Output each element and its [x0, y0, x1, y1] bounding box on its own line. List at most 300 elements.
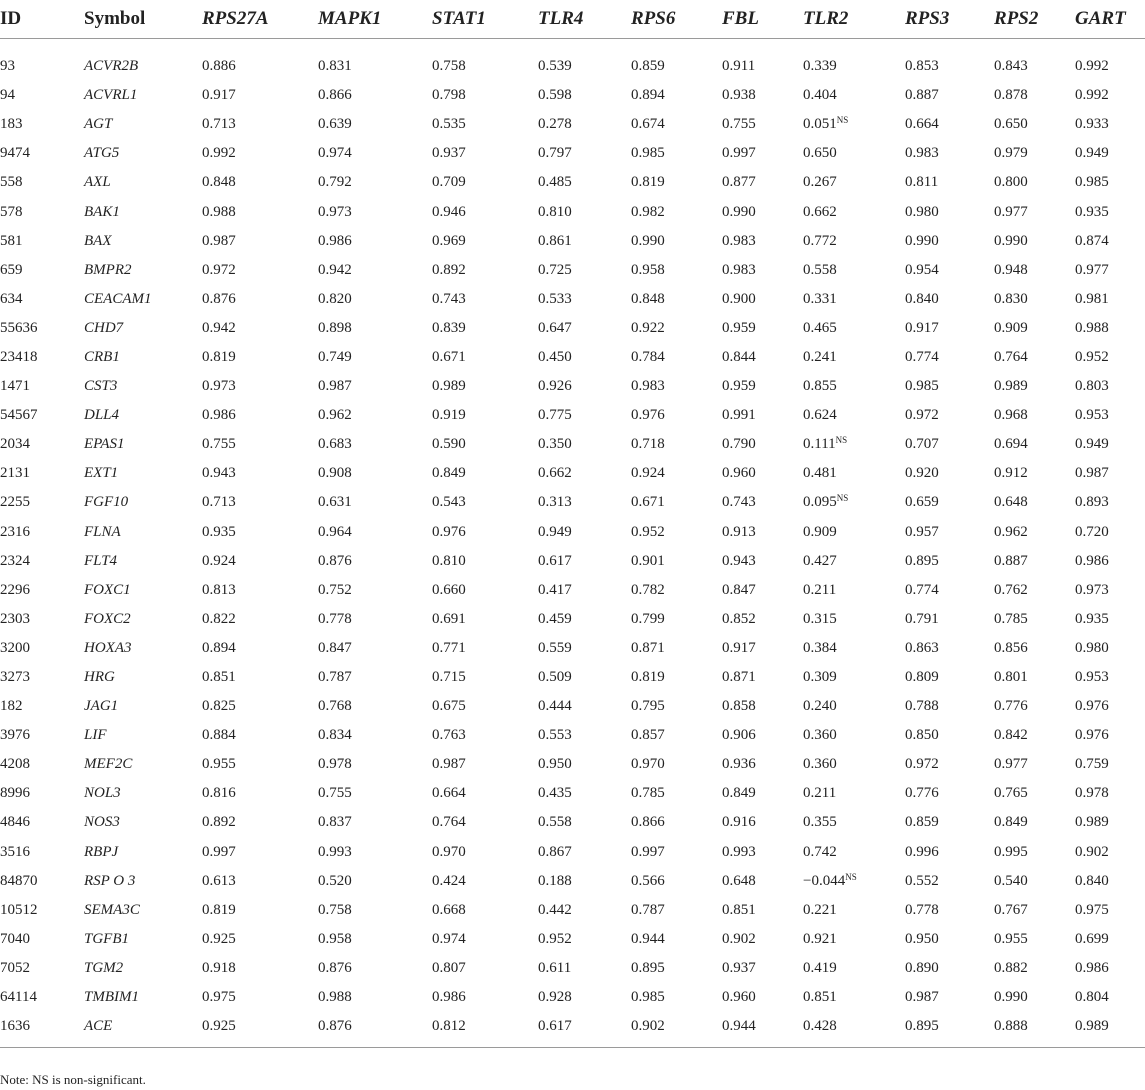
cell-value: 0.894: [202, 639, 236, 656]
correlation-cell: [631, 110, 722, 139]
cell-value: 0.859: [631, 58, 665, 75]
cell-value: 0.937: [722, 959, 756, 976]
correlation-cell: [994, 285, 1075, 314]
correlation-cell: [994, 838, 1075, 867]
cell-value: 0.822: [202, 610, 236, 627]
table-row: [0, 459, 1145, 488]
cell-value: BAK1: [84, 203, 120, 220]
correlation-cell: [318, 81, 432, 110]
cell-value: 0.871: [722, 669, 756, 686]
table-row: [0, 285, 1145, 314]
correlation-cell: [318, 39, 432, 82]
correlation-cell: [803, 896, 905, 925]
correlation-cell: [432, 692, 538, 721]
cell-value: 2255: [0, 494, 30, 511]
correlation-cell: [803, 867, 905, 896]
correlation-cell: [631, 227, 722, 256]
correlation-cell: [1075, 518, 1145, 547]
correlation-cell: [318, 547, 432, 576]
correlation-cell: [631, 983, 722, 1012]
cell-value: 0.810: [538, 203, 572, 220]
cell-value: 7052: [0, 959, 30, 976]
cell-value: 0.442: [538, 901, 572, 918]
cell-value: NOL3: [84, 785, 121, 802]
cell-value: 0.837: [318, 814, 352, 831]
cell-value: 0.917: [202, 87, 236, 104]
cell-value: 0.639: [318, 116, 352, 133]
correlation-cell: [803, 459, 905, 488]
cell-value: 0.427: [803, 552, 837, 569]
cell-value: 2316: [0, 523, 30, 540]
cell-value: 0.819: [631, 174, 665, 191]
correlation-cell: [994, 256, 1075, 285]
correlation-cell: [803, 401, 905, 430]
correlation-cell: [905, 779, 994, 808]
correlation-cell: [722, 576, 803, 605]
correlation-cell: [538, 692, 631, 721]
cell-value: 0.950: [905, 930, 939, 947]
cell-value: 0.659: [905, 494, 939, 511]
cell-value: 10512: [0, 901, 38, 918]
column-header: GART: [1075, 0, 1145, 39]
correlation-cell: [803, 430, 905, 459]
cell-value: FLT4: [84, 552, 118, 569]
correlation-cell: [631, 343, 722, 372]
cell-value: 0.791: [905, 610, 939, 627]
correlation-cell: [318, 372, 432, 401]
correlation-cell: [432, 576, 538, 605]
cell-value: 0.983: [722, 261, 756, 278]
cell-value: 0.985: [631, 989, 665, 1006]
table-row: [0, 256, 1145, 285]
correlation-cell: [202, 197, 318, 226]
cell-value: 0.848: [202, 174, 236, 191]
gene-id-cell: [0, 372, 84, 401]
correlation-cell: [202, 459, 318, 488]
cell-value: 0.863: [905, 639, 939, 656]
correlation-cell: [803, 721, 905, 750]
cell-value: 0.762: [994, 581, 1028, 598]
correlation-cell: [994, 168, 1075, 197]
correlation-cell: [994, 518, 1075, 547]
cell-value: 0.444: [538, 698, 572, 715]
cell-value: 0.973: [202, 378, 236, 395]
correlation-cell: [994, 808, 1075, 837]
correlation-cell: [202, 925, 318, 954]
cell-value: 0.962: [994, 523, 1028, 540]
cell-value: 0.997: [631, 843, 665, 860]
correlation-cell: [803, 925, 905, 954]
table-row: [0, 634, 1145, 663]
correlation-cell: [432, 1012, 538, 1048]
cell-value: 0.911: [722, 58, 756, 75]
cell-value: 0.890: [905, 959, 939, 976]
correlation-cell: [803, 605, 905, 634]
correlation-cell: [722, 401, 803, 430]
cell-value: 0.953: [1075, 669, 1109, 686]
cell-value: 0.913: [722, 523, 756, 540]
cell-value: 0.902: [1075, 843, 1109, 860]
cell-value: 0.944: [631, 930, 665, 947]
cell-value: 4846: [0, 814, 30, 831]
gene-id-cell: [0, 663, 84, 692]
cell-value: 0.707: [905, 436, 939, 453]
gene-id-cell: [0, 430, 84, 459]
cell-value: 0.974: [432, 930, 466, 947]
correlation-cell: [631, 488, 722, 517]
cell-value: 0.834: [318, 727, 352, 744]
correlation-cell: [905, 838, 994, 867]
cell-value: 0.921: [803, 930, 837, 947]
cell-value: 0.987: [202, 232, 236, 249]
cell-value: 0.820: [318, 290, 352, 307]
cell-value: 0.844: [722, 348, 756, 365]
correlation-cell: [803, 314, 905, 343]
cell-value: 0.975: [1075, 901, 1109, 918]
correlation-cell: [1075, 1012, 1145, 1048]
correlation-cell: [631, 81, 722, 110]
correlation-cell: [631, 692, 722, 721]
cell-value: 0.831: [318, 58, 352, 75]
correlation-cell: [631, 663, 722, 692]
correlation-cell: [994, 110, 1075, 139]
cell-value: 0.974: [318, 145, 352, 162]
correlation-cell: [432, 256, 538, 285]
cell-value: 0.874: [1075, 232, 1109, 249]
cell-value: 0.882: [994, 959, 1028, 976]
cell-value: 0.858: [722, 698, 756, 715]
correlation-cell: [538, 314, 631, 343]
correlation-cell: [803, 343, 905, 372]
cell-value: 0.987: [432, 756, 466, 773]
gene-id-cell: [0, 401, 84, 430]
gene-symbol-cell: [84, 81, 202, 110]
cell-value: 0.906: [722, 727, 756, 744]
cell-value: 0.313: [538, 494, 572, 511]
gene-id-cell: [0, 256, 84, 285]
correlation-cell: [631, 779, 722, 808]
cell-value: 0.958: [318, 930, 352, 947]
cell-value: 0.713: [202, 494, 236, 511]
correlation-cell: [1075, 983, 1145, 1012]
cell-value: 0.918: [202, 959, 236, 976]
cell-value: 0.976: [631, 407, 665, 424]
cell-value: 0.989: [1075, 1018, 1109, 1035]
gene-id-cell: [0, 779, 84, 808]
correlation-cell: [318, 808, 432, 837]
cell-value: 0.892: [432, 261, 466, 278]
gene-id-cell: [0, 547, 84, 576]
correlation-cell: [318, 925, 432, 954]
correlation-cell: [722, 838, 803, 867]
cell-value: 0.813: [202, 581, 236, 598]
correlation-cell: [1075, 576, 1145, 605]
table-row: [0, 39, 1145, 82]
cell-value: 0.825: [202, 698, 236, 715]
cell-value: 9474: [0, 145, 30, 162]
cell-value: 0.895: [905, 1018, 939, 1035]
cell-value: 0.360: [803, 756, 837, 773]
correlation-cell: [538, 488, 631, 517]
cell-value: 0.624: [803, 407, 837, 424]
cell-value: 0.520: [318, 872, 352, 889]
cell-value: 0.787: [631, 901, 665, 918]
gene-symbol-cell: [84, 459, 202, 488]
cell-value: 0.975: [202, 989, 236, 1006]
correlation-cell: [202, 808, 318, 837]
correlation-cell: [1075, 867, 1145, 896]
correlation-cell: [803, 488, 905, 517]
correlation-cell: [722, 692, 803, 721]
cell-value: 0.925: [202, 1018, 236, 1035]
gene-id-cell: [0, 343, 84, 372]
cell-value: 0.952: [538, 930, 572, 947]
cell-value: CST3: [84, 378, 118, 395]
cell-value: 0.990: [994, 989, 1028, 1006]
correlation-cell: [432, 227, 538, 256]
cell-value: 0.758: [318, 901, 352, 918]
cell-value: 0.535: [432, 116, 466, 133]
cell-value: MEF2C: [84, 756, 133, 773]
correlation-cell: [905, 721, 994, 750]
correlation-cell: [202, 285, 318, 314]
cell-value: 0.509: [538, 669, 572, 686]
correlation-cell: [803, 547, 905, 576]
gene-symbol-cell: [84, 954, 202, 983]
cell-value: ACVRL1: [84, 87, 138, 104]
cell-value: 0.985: [631, 145, 665, 162]
cell-value: 0.241: [803, 348, 837, 365]
correlation-cell: [432, 81, 538, 110]
correlation-cell: [631, 721, 722, 750]
cell-value: 0.709: [432, 174, 466, 191]
correlation-cell: [905, 459, 994, 488]
cell-value: 1636: [0, 1018, 30, 1035]
cell-value: 0.851: [202, 669, 236, 686]
correlation-cell: [318, 605, 432, 634]
cell-value: 634: [0, 290, 23, 307]
correlation-cell: [994, 314, 1075, 343]
cell-value: 0.419: [803, 959, 837, 976]
cell-value: 0.788: [905, 698, 939, 715]
cell-value: 0.917: [722, 639, 756, 656]
correlation-cell: [202, 168, 318, 197]
cell-value: 0.964: [318, 523, 352, 540]
cell-value: 0.355: [803, 814, 837, 831]
correlation-cell: [803, 983, 905, 1012]
table-row: [0, 518, 1145, 547]
cell-value: 182: [0, 698, 23, 715]
correlation-cell: [1075, 808, 1145, 837]
correlation-cell: [432, 896, 538, 925]
cell-value: 0.785: [994, 610, 1028, 627]
cell-value: 93: [0, 58, 15, 75]
cell-value: 0.920: [905, 465, 939, 482]
cell-value: 0.848: [631, 290, 665, 307]
table-row: [0, 372, 1145, 401]
cell-value: 0.952: [631, 523, 665, 540]
correlation-cell: [631, 808, 722, 837]
correlation-cell: [202, 779, 318, 808]
cell-value: 0.771: [432, 639, 466, 656]
gene-id-cell: [0, 197, 84, 226]
cell-value: 0.830: [994, 290, 1028, 307]
gene-symbol-cell: [84, 605, 202, 634]
cell-value: 0.916: [722, 814, 756, 831]
correlation-cell: [202, 227, 318, 256]
cell-value: 0.539: [538, 58, 572, 75]
cell-value: 0.662: [803, 203, 837, 220]
cell-value: 0.566: [631, 872, 665, 889]
cell-value: 0.902: [631, 1018, 665, 1035]
correlation-cell: [318, 139, 432, 168]
table-row: [0, 779, 1145, 808]
correlation-cell: [1075, 81, 1145, 110]
cell-value: 0.866: [318, 87, 352, 104]
correlation-cell: [202, 488, 318, 517]
cell-value: 0.887: [905, 87, 939, 104]
table-row: [0, 110, 1145, 139]
cell-value: 0.772: [803, 232, 837, 249]
correlation-cell: [803, 227, 905, 256]
correlation-cell: [1075, 39, 1145, 82]
correlation-cell: [994, 488, 1075, 517]
table-row: [0, 954, 1145, 983]
correlation-cell: [432, 459, 538, 488]
correlation-cell: [1075, 256, 1145, 285]
correlation-cell: [722, 488, 803, 517]
correlation-cell: [1075, 459, 1145, 488]
correlation-cell: [538, 808, 631, 837]
cell-value: 0.776: [905, 785, 939, 802]
correlation-cell: [722, 867, 803, 896]
correlation-cell: [631, 518, 722, 547]
cell-value: 0.481: [803, 465, 837, 482]
cell-value: 0.979: [994, 145, 1028, 162]
correlation-cell: [202, 896, 318, 925]
table-row: [0, 983, 1145, 1012]
correlation-cell: [905, 372, 994, 401]
gene-symbol-cell: [84, 721, 202, 750]
cell-value: 0.985: [1075, 174, 1109, 191]
cell-value: 0.485: [538, 174, 572, 191]
table-row: [0, 197, 1145, 226]
correlation-cell: [318, 721, 432, 750]
gene-symbol-cell: [84, 808, 202, 837]
cell-value: 0.943: [202, 465, 236, 482]
cell-value: 0.917: [905, 319, 939, 336]
cell-value: 0.933: [1075, 116, 1109, 133]
correlation-cell: [202, 663, 318, 692]
cell-value: 0.552: [905, 872, 939, 889]
gene-id-cell: [0, 576, 84, 605]
correlation-cell: [631, 401, 722, 430]
correlation-cell: [722, 139, 803, 168]
cell-value: 0.221: [803, 901, 837, 918]
cell-value: BMPR2: [84, 261, 132, 278]
cell-value: 0.459: [538, 610, 572, 627]
correlation-cell: [631, 459, 722, 488]
cell-value: 0.953: [1075, 407, 1109, 424]
correlation-cell: [994, 547, 1075, 576]
cell-value: 0.954: [905, 261, 939, 278]
correlation-cell: [202, 867, 318, 896]
cell-value: 0.812: [432, 1018, 466, 1035]
correlation-cell: [905, 488, 994, 517]
gene-id-cell: [0, 39, 84, 82]
correlation-cell: [803, 779, 905, 808]
cell-value: 0.450: [538, 348, 572, 365]
table-body: [0, 39, 1145, 1048]
cell-value: 0.996: [905, 843, 939, 860]
correlation-cell: [803, 110, 905, 139]
correlation-cell: [202, 110, 318, 139]
correlation-cell: [1075, 896, 1145, 925]
correlation-cell: [202, 314, 318, 343]
correlation-cell: [318, 285, 432, 314]
correlation-cell: [803, 692, 905, 721]
cell-value: 0.982: [631, 203, 665, 220]
correlation-cell: [318, 110, 432, 139]
correlation-cell: [318, 343, 432, 372]
correlation-cell: [318, 227, 432, 256]
table-row: [0, 401, 1145, 430]
cell-value: 0.859: [905, 814, 939, 831]
cell-value: 84870: [0, 872, 38, 889]
cell-value: 0.935: [1075, 610, 1109, 627]
correlation-cell: [905, 39, 994, 82]
correlation-cell: [318, 867, 432, 896]
cell-value: 0.988: [318, 989, 352, 1006]
cell-value: 0.339: [803, 58, 837, 75]
cell-value: 0.926: [538, 378, 572, 395]
cell-value: 0.852: [722, 610, 756, 627]
cell-value: 0.950: [538, 756, 572, 773]
correlation-cell: [538, 925, 631, 954]
correlation-cell: [722, 285, 803, 314]
cell-value: AGT: [84, 116, 113, 133]
cell-value: 0.978: [318, 756, 352, 773]
gene-symbol-cell: [84, 1012, 202, 1048]
cell-value: 0.801: [994, 669, 1028, 686]
cell-value: 659: [0, 261, 23, 278]
correlation-cell: [722, 81, 803, 110]
gene-id-cell: [0, 721, 84, 750]
correlation-cell: [905, 1012, 994, 1048]
correlation-cell: [538, 547, 631, 576]
cell-value: EXT1: [84, 465, 119, 482]
correlation-cell: [994, 867, 1075, 896]
cell-value: 0.613: [202, 872, 236, 889]
cell-value: 0.958: [631, 261, 665, 278]
correlation-cell: [994, 634, 1075, 663]
correlation-cell: [202, 634, 318, 663]
cell-value: 0.992: [1075, 58, 1109, 75]
cell-value: 581: [0, 232, 23, 249]
gene-symbol-cell: [84, 139, 202, 168]
gene-symbol-cell: [84, 401, 202, 430]
correlation-cell: [722, 518, 803, 547]
correlation-cell: [538, 430, 631, 459]
correlation-cell: [803, 750, 905, 779]
correlation-cell: [905, 430, 994, 459]
cell-value: 0.878: [994, 87, 1028, 104]
cell-value: 0.987: [1075, 465, 1109, 482]
correlation-cell: [432, 343, 538, 372]
cell-value: 0.819: [202, 348, 236, 365]
cell-value: 3273: [0, 669, 30, 686]
correlation-cell: [1075, 139, 1145, 168]
